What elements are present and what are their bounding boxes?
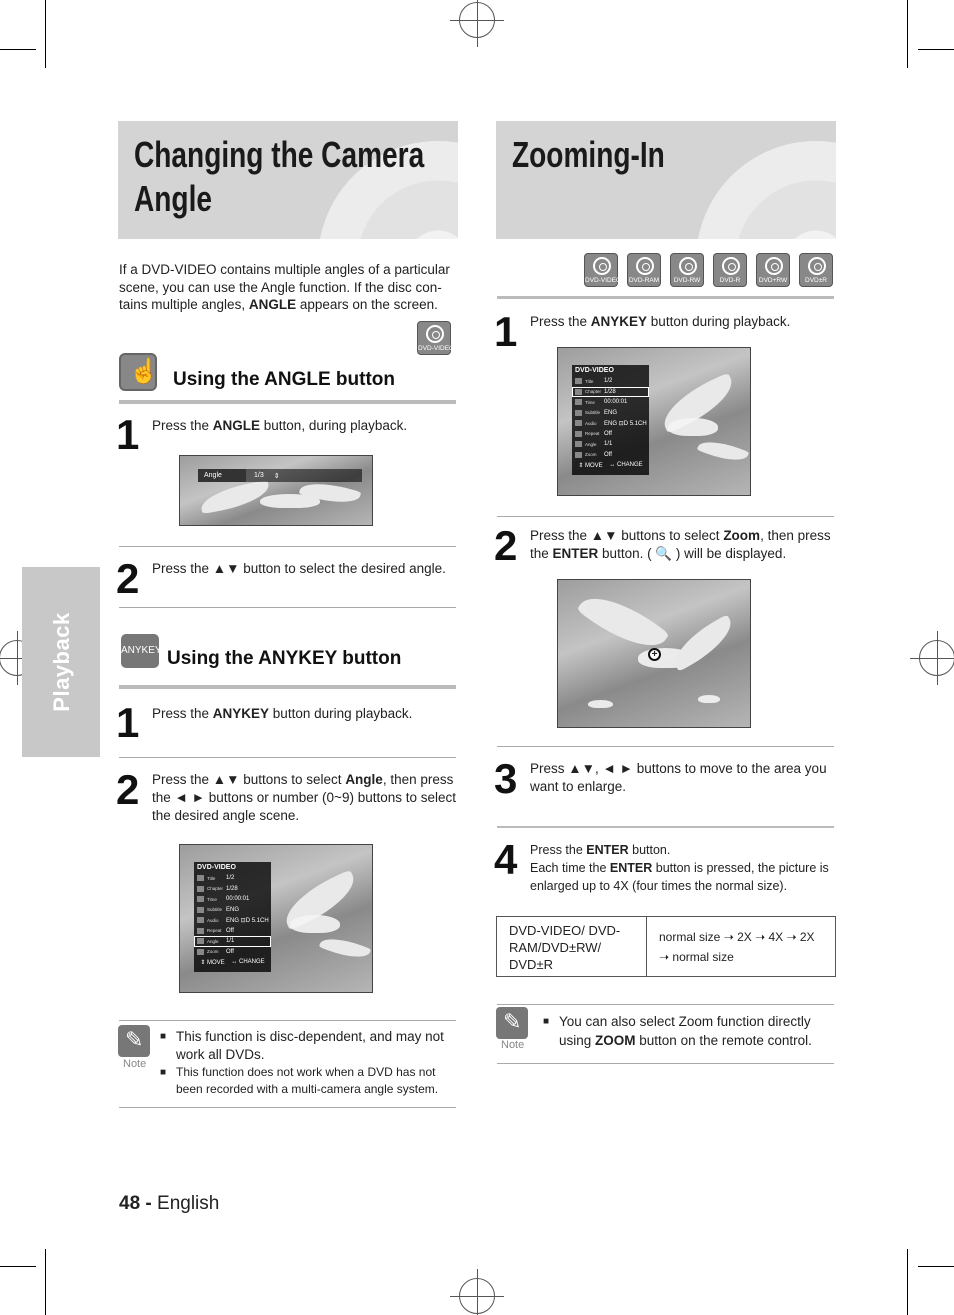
step-number: 2 [116, 766, 140, 813]
divider [119, 400, 456, 404]
dvd-video-badge: DVD-VIDEO [584, 253, 618, 287]
divider [119, 607, 456, 608]
crop-mark [0, 49, 36, 50]
crop-mark [918, 49, 954, 50]
divider [497, 516, 834, 517]
registration-mark [919, 640, 954, 676]
registration-mark [459, 2, 495, 38]
right-title-box [496, 121, 836, 239]
step-text: Press the ANYKEY button during playback. [152, 706, 413, 721]
step-text: Press the ANYKEY button during playback. [530, 314, 791, 329]
registration-mark [459, 1278, 495, 1314]
note-text: ■ This function is disc-dependent, and may not work all DVDs. ■ This function does not work when a DVD has not been recorded with a multi-camera angle system. [160, 1028, 458, 1098]
dvd-video-badge: DVD-VIDEO [417, 321, 451, 355]
anykey-icon: ANYKEY [121, 634, 159, 668]
disc-icon [722, 257, 740, 275]
divider [119, 757, 456, 758]
crop-mark [907, 0, 908, 68]
step-number: 4 [494, 836, 518, 883]
dvd-r-badge: DVD-R [713, 253, 747, 287]
note-icon [118, 1025, 150, 1057]
note-label: Note [123, 1058, 147, 1070]
step-number: 2 [116, 555, 140, 602]
zoom-screenshot [557, 579, 751, 728]
crop-mark [918, 1266, 954, 1267]
side-tab-label: Playback [49, 612, 74, 712]
disc-icon [593, 257, 611, 275]
divider [497, 1063, 834, 1064]
osd-screenshot-left [179, 844, 373, 993]
note-label: Note [501, 1039, 525, 1051]
zoom-icon: + [648, 648, 661, 661]
crop-mark [0, 1266, 36, 1267]
crop-mark [907, 1249, 908, 1315]
osd-menu: DVD-VIDEO Title 1/2 Chapter 1/28 Time 00:00:01 Subtitle ENG Audio ENG ⊡D 5.1CH Repeat Off Angle 1/1 Zoom Off ⇕ MOVE ↔ CHANGE [572, 365, 649, 475]
osd-menu: DVD-VIDEO Title 1/2 Chapter 1/28 Time 00:00:01 Subtitle ENG Audio ENG ⊡D 5.1CH Repeat Off Angle 1/1 Zoom Off ⇕ MOVE ↔ CHANGE [194, 862, 271, 972]
divider [119, 546, 456, 547]
divider [497, 296, 834, 299]
angle-osd: Angle 1/3 ⇕ [198, 469, 362, 482]
step-text: Press the ▲▼ buttons to select Zoom, then press the ENTER button. ( 🔍 ) will be displayed. [530, 528, 831, 561]
disc-icon [426, 325, 444, 343]
left-title-box [118, 121, 458, 239]
crop-mark [45, 1249, 46, 1315]
step-text: Press the ENTER button. Each time the ENTER button is pressed, the picture is enlarged up to 4X (four times the normal size). [530, 843, 829, 893]
divider [119, 1107, 456, 1108]
divider [497, 746, 834, 747]
zoom-table [496, 916, 836, 977]
osd-row-selected: Angle 1/1 [194, 936, 271, 947]
disc-icon [765, 257, 783, 275]
divider [497, 826, 834, 828]
step-number: 3 [494, 755, 518, 802]
step-number: 1 [494, 308, 518, 355]
step-text: Press the ANGLE button, during playback. [152, 418, 408, 433]
disc-icon [679, 257, 697, 275]
page-footer: 48 - English [119, 1193, 220, 1214]
step-number: 1 [116, 699, 140, 746]
page-title-right: Zooming-In [512, 134, 665, 175]
zoom-table-sequence: normal size ➝ 2X ➝ 4X ➝ 2X ➝ normal size [659, 930, 815, 964]
zoom-table-discs: DVD-VIDEO/ DVD-RAM/DVD±RW/ DVD±R [497, 917, 647, 976]
step-number: 1 [116, 411, 140, 458]
divider [497, 1004, 834, 1005]
side-tab [22, 567, 100, 757]
osd-row-selected: Chapter 1/28 [572, 387, 649, 398]
crop-mark [45, 0, 46, 68]
dvd-rw-badge: DVD-RW [670, 253, 704, 287]
step-text: Press the ▲▼ button to select the desired angle. [152, 561, 446, 576]
step-text: Press the ▲▼ buttons to select Angle, then press the ◄ ► buttons or number (0~9) buttons to select the desired angle scene. [152, 772, 457, 823]
angle-screenshot [179, 455, 373, 526]
dvd-plus-rw-badge: DVD+RW [756, 253, 790, 287]
divider [119, 685, 456, 689]
step-text: Press ▲▼, ◄ ► buttons to move to the area you want to enlarge. [530, 761, 827, 794]
section-heading-anykey: Using the ANYKEY button [167, 648, 402, 669]
dvd-plus-minus-r-badge: DVD±R [799, 253, 833, 287]
page-title-left: Changing the Camera Angle [134, 134, 425, 219]
disc-graphic [696, 141, 836, 239]
divider [119, 1020, 456, 1021]
note-icon [496, 1007, 528, 1039]
note-text: ■ You can also select Zoom function directly using ZOOM button on the remote control. [543, 1012, 833, 1050]
step-number: 2 [494, 522, 518, 569]
dvd-ram-badge: DVD-RAM [627, 253, 661, 287]
section-heading-angle: Using the ANGLE button [173, 369, 395, 390]
disc-icon [808, 257, 826, 275]
osd-screenshot-right [557, 347, 751, 496]
hand-icon [119, 353, 157, 391]
intro-paragraph: If a DVD-VIDEO contains multiple angles of a particular scene, you can use the Angle function. If the disc con-tains multiple angles, ANGLE appears on the screen. [119, 262, 450, 312]
disc-icon [636, 257, 654, 275]
